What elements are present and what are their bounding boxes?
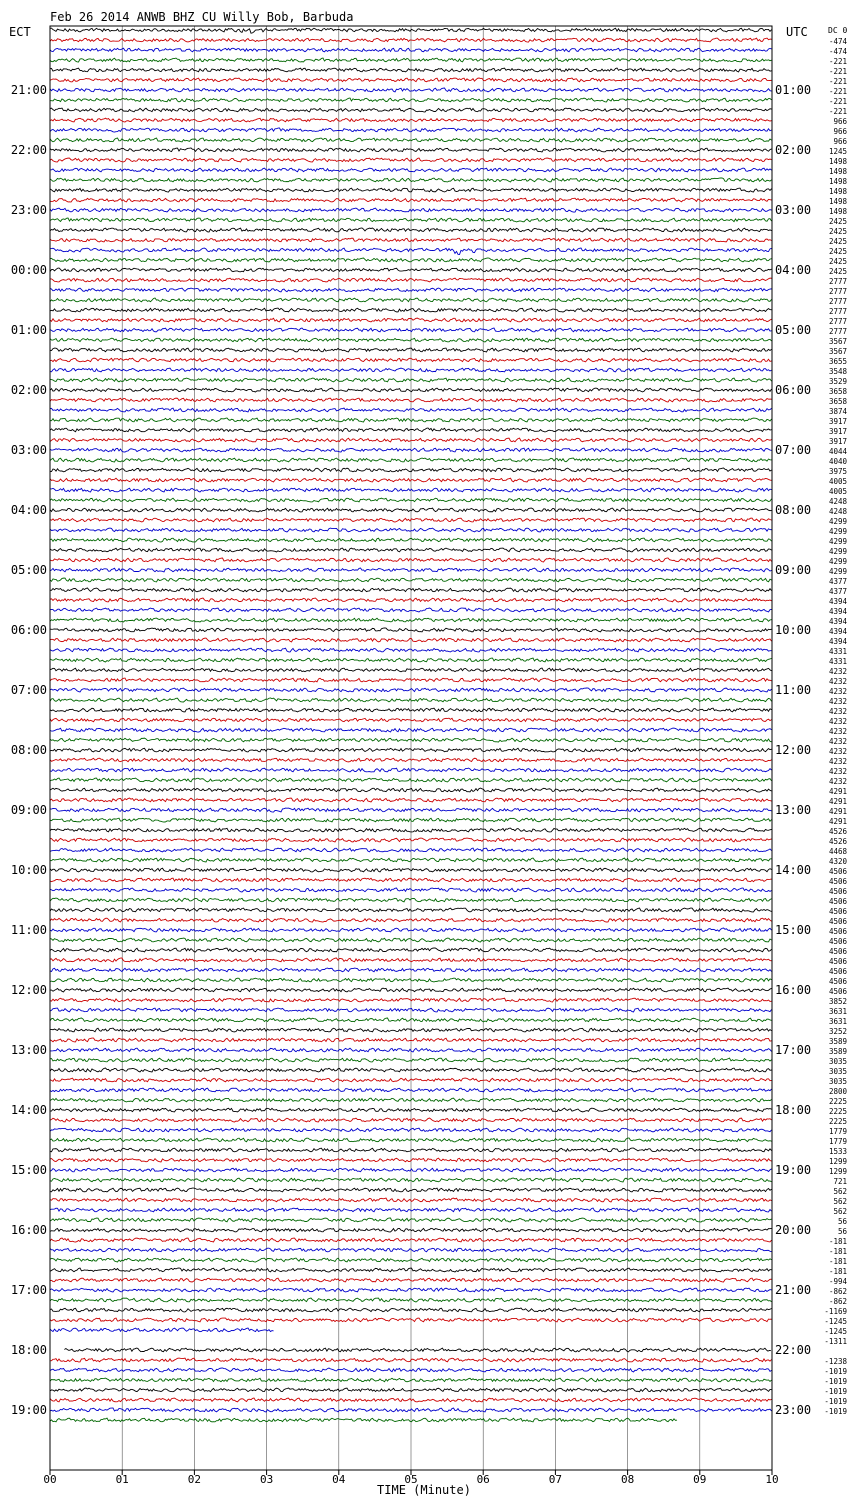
dc-offset-value: 1299 bbox=[828, 1167, 847, 1176]
dc-offset-value: 4232 bbox=[828, 717, 847, 726]
dc-offset-value: 4506 bbox=[828, 977, 847, 986]
utc-hour-label: 17:00 bbox=[775, 1043, 812, 1057]
dc-offset-value: -1019 bbox=[824, 1407, 847, 1416]
dc-offset-value: 56 bbox=[837, 1227, 847, 1236]
dc-offset-value: -862 bbox=[828, 1287, 847, 1296]
dc-offset-value: 1779 bbox=[828, 1127, 847, 1136]
dc-offset-value: 3975 bbox=[828, 467, 847, 476]
dc-offset-value: 3917 bbox=[828, 437, 847, 446]
dc-offset-value: 1533 bbox=[828, 1147, 847, 1156]
utc-hour-label: 10:00 bbox=[775, 623, 812, 637]
dc-offset-value: 4232 bbox=[828, 707, 847, 716]
utc-hour-label: 23:00 bbox=[775, 1403, 812, 1417]
dc-offset-value: 3917 bbox=[828, 427, 847, 436]
dc-offset-value: 4232 bbox=[828, 697, 847, 706]
dc-offset-value: 2777 bbox=[828, 317, 847, 326]
dc-offset-value: -221 bbox=[828, 87, 847, 96]
dc-offset-value: -181 bbox=[828, 1267, 847, 1276]
dc-offset-value: 4232 bbox=[828, 737, 847, 746]
dc-offset-value: 4299 bbox=[828, 517, 847, 526]
dc-offset-value: 4506 bbox=[828, 897, 847, 906]
dc-offset-value: 3589 bbox=[828, 1037, 847, 1046]
dc-offset-value: 4291 bbox=[828, 807, 847, 816]
dc-offset-value: 4506 bbox=[828, 907, 847, 916]
dc-offset-value: -1019 bbox=[824, 1397, 847, 1406]
dc-offset-value: -221 bbox=[828, 67, 847, 76]
dc-offset-value: 3529 bbox=[828, 377, 847, 386]
dc-offset-value: 4291 bbox=[828, 817, 847, 826]
dc-offset-value: 4331 bbox=[828, 657, 847, 666]
dc-offset-value: 3589 bbox=[828, 1047, 847, 1056]
dc-offset-value: 3631 bbox=[828, 1017, 847, 1026]
dc-offset-value: -221 bbox=[828, 77, 847, 86]
dc-offset-value: -1311 bbox=[824, 1337, 847, 1346]
dc-offset-value: 4394 bbox=[828, 627, 847, 636]
dc-offset-value: -1019 bbox=[824, 1367, 847, 1376]
dc-offset-value: 1498 bbox=[828, 167, 847, 176]
dc-offset-value: 4005 bbox=[828, 487, 847, 496]
dc-offset-value: 4506 bbox=[828, 877, 847, 886]
dc-offset-value: 3655 bbox=[828, 357, 847, 366]
ect-hour-label: 05:00 bbox=[10, 563, 47, 577]
dc-offset-value: 4394 bbox=[828, 617, 847, 626]
dc-offset-value: 4468 bbox=[828, 847, 847, 856]
dc-offset-value: 4299 bbox=[828, 527, 847, 536]
dc-offset-value: 4506 bbox=[828, 957, 847, 966]
dc-offset-value: 2425 bbox=[828, 237, 847, 246]
utc-hour-label: 09:00 bbox=[775, 563, 812, 577]
utc-hour-label: 07:00 bbox=[775, 443, 812, 457]
dc-offset-value: -1169 bbox=[824, 1307, 847, 1316]
dc-offset-value: 56 bbox=[837, 1217, 847, 1226]
dc-offset-value: 1299 bbox=[828, 1157, 847, 1166]
dc-offset-value: 966 bbox=[833, 137, 847, 146]
dc-offset-value: 966 bbox=[833, 127, 847, 136]
ect-hour-label: 11:00 bbox=[10, 923, 47, 937]
x-tick-label: 06 bbox=[476, 1473, 490, 1486]
dc-offset-value: -1245 bbox=[824, 1327, 847, 1336]
trace-row bbox=[50, 1418, 677, 1422]
dc-offset-value: 3852 bbox=[828, 997, 847, 1006]
utc-hour-label: 13:00 bbox=[775, 803, 812, 817]
ect-hour-label: 18:00 bbox=[10, 1343, 47, 1357]
x-tick-label: 01 bbox=[115, 1473, 129, 1486]
x-tick-label: 00 bbox=[43, 1473, 57, 1486]
dc-offset-value: 1498 bbox=[828, 197, 847, 206]
utc-hour-label: 12:00 bbox=[775, 743, 812, 757]
dc-offset-value: 4506 bbox=[828, 987, 847, 996]
utc-hour-label: 05:00 bbox=[775, 323, 812, 337]
utc-hour-label: 16:00 bbox=[775, 983, 812, 997]
dc-offset-value: -1019 bbox=[824, 1377, 847, 1386]
dc-offset-value: 3658 bbox=[828, 397, 847, 406]
utc-hour-label: 01:00 bbox=[775, 83, 812, 97]
dc-offset-value: 2777 bbox=[828, 287, 847, 296]
dc-offset-value: -474 bbox=[828, 37, 847, 46]
dc-offset-value: -1019 bbox=[824, 1387, 847, 1396]
dc-offset-value: 4394 bbox=[828, 637, 847, 646]
dc-offset-value: 1498 bbox=[828, 157, 847, 166]
dc-offset-value: 2425 bbox=[828, 227, 847, 236]
dc-offset-value: 4506 bbox=[828, 917, 847, 926]
dc-offset-value: 4331 bbox=[828, 647, 847, 656]
utc-hour-label: 14:00 bbox=[775, 863, 812, 877]
dc-offset-value: -221 bbox=[828, 97, 847, 106]
dc-offset-value: 4005 bbox=[828, 477, 847, 486]
dc-offset-value: 4377 bbox=[828, 577, 847, 586]
dc-offset-value: 2225 bbox=[828, 1097, 847, 1106]
ect-hour-label: 03:00 bbox=[10, 443, 47, 457]
dc-offset-value: 3567 bbox=[828, 347, 847, 356]
dc-offset-header: DC 0 bbox=[828, 26, 848, 35]
dc-offset-value: -994 bbox=[828, 1277, 847, 1286]
ect-hour-label: 13:00 bbox=[10, 1043, 47, 1057]
dc-offset-value: 4506 bbox=[828, 887, 847, 896]
dc-offset-value: 4291 bbox=[828, 797, 847, 806]
ect-hour-label: 02:00 bbox=[10, 383, 47, 397]
dc-offset-value: 3035 bbox=[828, 1067, 847, 1076]
dc-offset-value: 3548 bbox=[828, 367, 847, 376]
dc-offset-value: 4506 bbox=[828, 927, 847, 936]
utc-hour-label: 22:00 bbox=[775, 1343, 812, 1357]
dc-offset-value: 4394 bbox=[828, 597, 847, 606]
dc-offset-value: 4506 bbox=[828, 867, 847, 876]
dc-offset-value: 4506 bbox=[828, 967, 847, 976]
dc-offset-value: -862 bbox=[828, 1297, 847, 1306]
ect-hour-label: 16:00 bbox=[10, 1223, 47, 1237]
utc-hour-label: 15:00 bbox=[775, 923, 812, 937]
dc-offset-value: 1779 bbox=[828, 1137, 847, 1146]
chart-title: Feb 26 2014 ANWB BHZ CU Willy Bob, Barbuda bbox=[50, 10, 354, 24]
x-tick-label: 09 bbox=[693, 1473, 707, 1486]
ect-hour-label: 15:00 bbox=[10, 1163, 47, 1177]
dc-offset-value: 1498 bbox=[828, 177, 847, 186]
dc-offset-value: 2225 bbox=[828, 1117, 847, 1126]
minute-grid bbox=[122, 26, 700, 1470]
dc-offset-value: 2425 bbox=[828, 257, 847, 266]
dc-offset-value: 1245 bbox=[828, 147, 847, 156]
dc-offset-value: 562 bbox=[833, 1207, 847, 1216]
dc-offset-value: 562 bbox=[833, 1197, 847, 1206]
utc-hour-label: 08:00 bbox=[775, 503, 812, 517]
utc-hour-label: 19:00 bbox=[775, 1163, 812, 1177]
dc-offset-value: 4248 bbox=[828, 497, 847, 506]
dc-offset-value: 4506 bbox=[828, 937, 847, 946]
dc-offset-value: 4394 bbox=[828, 607, 847, 616]
dc-offset-value: -1238 bbox=[824, 1357, 847, 1366]
ect-hour-label: 10:00 bbox=[10, 863, 47, 877]
dc-offset-value: 4299 bbox=[828, 547, 847, 556]
dc-offset-value: 4040 bbox=[828, 457, 847, 466]
dc-offset-value: 562 bbox=[833, 1187, 847, 1196]
trace-row bbox=[50, 1328, 274, 1332]
ect-hour-label: 12:00 bbox=[10, 983, 47, 997]
ect-hour-label: 04:00 bbox=[10, 503, 47, 517]
dc-offset-value: 4232 bbox=[828, 677, 847, 686]
dc-offset-value: 4377 bbox=[828, 587, 847, 596]
ect-hour-label: 14:00 bbox=[10, 1103, 47, 1117]
dc-offset-value: -221 bbox=[828, 107, 847, 116]
x-tick-label: 05 bbox=[404, 1473, 418, 1486]
utc-hour-label: 11:00 bbox=[775, 683, 812, 697]
dc-offset-value: 4526 bbox=[828, 837, 847, 846]
dc-offset-value: 3035 bbox=[828, 1077, 847, 1086]
dc-offset-value: 3567 bbox=[828, 337, 847, 346]
ect-hour-label: 08:00 bbox=[10, 743, 47, 757]
dc-offset-value: -181 bbox=[828, 1247, 847, 1256]
x-tick-label: 02 bbox=[187, 1473, 202, 1486]
dc-offset-value: 3252 bbox=[828, 1027, 847, 1036]
x-tick-label: 04 bbox=[332, 1473, 346, 1486]
utc-axis-label: UTC bbox=[786, 25, 808, 39]
x-tick-label: 07 bbox=[548, 1473, 563, 1486]
dc-offset-value: 3658 bbox=[828, 387, 847, 396]
dc-offset-value: 3035 bbox=[828, 1057, 847, 1066]
x-axis-label: TIME (Minute) bbox=[377, 1483, 471, 1497]
ect-hour-label: 22:00 bbox=[10, 143, 47, 157]
dc-offset-value: -181 bbox=[828, 1257, 847, 1266]
dc-offset-value: -1245 bbox=[824, 1317, 847, 1326]
dc-offset-value: 4526 bbox=[828, 827, 847, 836]
ect-hour-label: 01:00 bbox=[10, 323, 47, 337]
ect-hour-label: 06:00 bbox=[10, 623, 47, 637]
dc-offset-value: 2225 bbox=[828, 1107, 847, 1116]
trace-row bbox=[64, 1348, 771, 1352]
utc-hour-label: 20:00 bbox=[775, 1223, 812, 1237]
dc-offset-value: 2777 bbox=[828, 327, 847, 336]
utc-hour-label: 03:00 bbox=[775, 203, 812, 217]
ect-hour-label: 19:00 bbox=[10, 1403, 47, 1417]
dc-offset-value: 4299 bbox=[828, 567, 847, 576]
dc-offset-value: 4299 bbox=[828, 557, 847, 566]
dc-offset-value: 2777 bbox=[828, 307, 847, 316]
ect-hour-label: 21:00 bbox=[10, 83, 47, 97]
x-tick-label: 08 bbox=[620, 1473, 635, 1486]
utc-hour-label: 21:00 bbox=[775, 1283, 812, 1297]
dc-offset-value: -181 bbox=[828, 1237, 847, 1246]
dc-offset-value: 4232 bbox=[828, 747, 847, 756]
dc-offset-value: 1498 bbox=[828, 207, 847, 216]
dc-offset-value: 4044 bbox=[828, 447, 847, 456]
ect-hour-label: 07:00 bbox=[10, 683, 47, 697]
ect-hour-label: 17:00 bbox=[10, 1283, 47, 1297]
dc-offset-value: 3874 bbox=[828, 407, 847, 416]
utc-hour-label: 06:00 bbox=[775, 383, 812, 397]
dc-offset-value: 2777 bbox=[828, 277, 847, 286]
dc-offset-value: 4320 bbox=[828, 857, 847, 866]
dc-offset-value: 1498 bbox=[828, 187, 847, 196]
x-tick-label: 10 bbox=[765, 1473, 779, 1486]
dc-offset-value: 4248 bbox=[828, 507, 847, 516]
ect-axis-label: ECT bbox=[9, 25, 31, 39]
dc-offset-value: 4232 bbox=[828, 667, 847, 676]
utc-hour-label: 04:00 bbox=[775, 263, 812, 277]
dc-offset-value: -474 bbox=[828, 47, 847, 56]
dc-offset-value: 4232 bbox=[828, 687, 847, 696]
dc-offset-value: 4232 bbox=[828, 767, 847, 776]
dc-offset-labels bbox=[824, 37, 847, 1416]
utc-hour-label: 18:00 bbox=[775, 1103, 812, 1117]
dc-offset-value: 2777 bbox=[828, 297, 847, 306]
dc-offset-value: 4299 bbox=[828, 537, 847, 546]
dc-offset-value: 3917 bbox=[828, 417, 847, 426]
dc-offset-value: 4232 bbox=[828, 727, 847, 736]
dc-offset-value: 4291 bbox=[828, 787, 847, 796]
dc-offset-value: 2425 bbox=[828, 247, 847, 256]
ect-hour-label: 00:00 bbox=[10, 263, 47, 277]
dc-offset-value: 721 bbox=[833, 1177, 847, 1186]
dc-offset-value: 4232 bbox=[828, 777, 847, 786]
dc-offset-value: 4506 bbox=[828, 947, 847, 956]
dc-offset-value: 966 bbox=[833, 117, 847, 126]
ect-hour-label: 09:00 bbox=[10, 803, 47, 817]
dc-offset-value: 2425 bbox=[828, 267, 847, 276]
ect-hour-label: 23:00 bbox=[10, 203, 47, 217]
dc-offset-value: 3631 bbox=[828, 1007, 847, 1016]
x-tick-label: 03 bbox=[259, 1473, 274, 1486]
dc-offset-value: 2425 bbox=[828, 217, 847, 226]
dc-offset-value: 2800 bbox=[828, 1087, 847, 1096]
dc-offset-value: 4232 bbox=[828, 757, 847, 766]
utc-hour-label: 02:00 bbox=[775, 143, 812, 157]
dc-offset-value: -221 bbox=[828, 57, 847, 66]
